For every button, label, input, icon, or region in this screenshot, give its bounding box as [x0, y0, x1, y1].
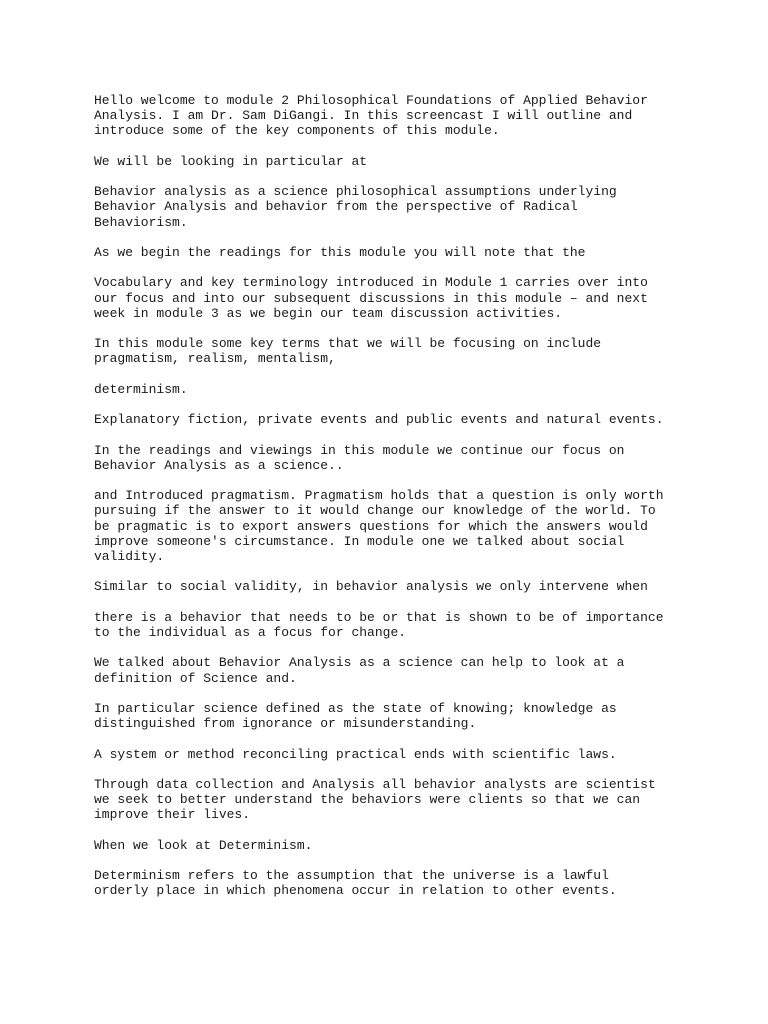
paragraph: A system or method reconciling practical ends with scientific laws.: [94, 746, 617, 762]
paragraph: Vocabulary and key terminology introduced in Module 1 carries over into our focus and into our subsequent discussions in this module – and next week in module 3 as we begin our team discussion activities.: [94, 275, 648, 321]
paragraph: When we look at Determinism.: [94, 837, 313, 853]
paragraph: In the readings and viewings in this module we continue our focus on Behavior Analysis as a science..: [94, 442, 625, 473]
paragraph: We will be looking in particular at: [94, 153, 368, 169]
paragraph: Similar to social validity, in behavior analysis we only intervene when: [94, 579, 648, 595]
paragraph: In particular science defined as the state of knowing; knowledge as distinguished from ignorance or misunderstanding.: [94, 700, 617, 732]
paragraph: Through data collection and Analysis all behavior analysts are scientist we seek to better understand the behaviors were clients so that we can improve their lives.: [94, 776, 656, 823]
paragraph: In this module some key terms that we will be focusing on include pragmatism, realism, mentalism,: [94, 336, 602, 367]
paragraph: there is a behavior that needs to be or that is shown to be of importance to the individual as a focus for change.: [94, 609, 664, 640]
transcript-body: [94, 93, 694, 914]
paragraph: As we begin the readings for this module you will note that the: [94, 244, 586, 260]
paragraph: Hello welcome to module 2 Philosophical Foundations of Applied Behavior Analysis. I am Dr. Sam DiGangi. In this screencast I will outline and introduce some of the key components of this module.: [94, 93, 648, 139]
paragraph: We talked about Behavior Analysis as a science can help to look at a definition of Science and.: [94, 655, 625, 686]
paragraph: Explanatory fiction, private events and public events and natural events.: [94, 412, 664, 428]
paragraph: and Introduced pragmatism. Pragmatism holds that a question is only worth pursuing if the answer to it would change our knowledge of the world. To be pragmatic is to export answers questions for which the answers would improve someone's circumstance. In module one we talked about social validity.: [94, 488, 664, 564]
paragraph: Determinism refers to the assumption that the universe is a lawful orderly place in which phenomena occur in relation to other events.: [94, 868, 617, 899]
paragraph: Behavior analysis as a science philosophical assumptions underlying Behavior Analysis and behavior from the perspective of Radical Behaviorism.: [94, 184, 617, 230]
paragraph: determinism.: [94, 381, 188, 397]
